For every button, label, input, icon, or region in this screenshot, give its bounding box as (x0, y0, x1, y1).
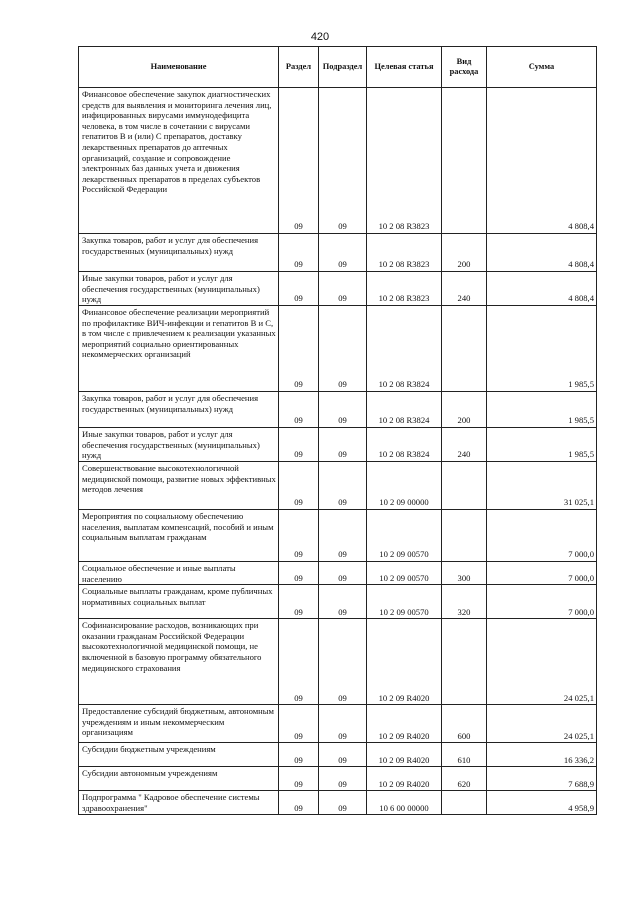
row-sum: 7 000,0 (487, 562, 597, 585)
table-row (79, 88, 597, 234)
row-name: Предоставление субсидий бюджетным, автономным учреждениям и иным некоммерческим организациям (79, 705, 279, 743)
row-subsection: 09 (319, 791, 367, 815)
row-section: 09 (279, 462, 319, 510)
row-target: 10 6 00 00000 (367, 791, 442, 815)
row-sum: 16 336,2 (487, 743, 597, 767)
row-name: Иные закупки товаров, работ и услуг для обеспечения государственных (муниципальных) нужд (79, 272, 279, 306)
page-number: 420 (310, 31, 330, 43)
row-name: Социальные выплаты гражданам, кроме публичных нормативных социальных выплат (79, 585, 279, 619)
row-sum: 4 958,9 (487, 791, 597, 815)
row-type: 620 (442, 767, 487, 791)
row-section: 09 (279, 428, 319, 462)
row-target: 10 2 09 R4020 (367, 743, 442, 767)
row-name: Субсидии автономным учреждениям (79, 767, 279, 791)
row-target: 10 2 08 R3823 (367, 272, 442, 306)
row-sum: 31 025,1 (487, 462, 597, 510)
header-sum: Сумма (487, 47, 597, 88)
row-target: 10 2 09 R4020 (367, 705, 442, 743)
row-name: Закупка товаров, работ и услуг для обеспечения государственных (муниципальных) нужд (79, 234, 279, 272)
row-sum: 24 025,1 (487, 619, 597, 705)
row-subsection: 09 (319, 705, 367, 743)
row-subsection: 09 (319, 510, 367, 562)
table-row (79, 462, 597, 510)
table-row (79, 585, 597, 619)
row-subsection: 09 (319, 619, 367, 705)
row-target: 10 2 09 R4020 (367, 767, 442, 791)
row-section: 09 (279, 705, 319, 743)
row-section: 09 (279, 306, 319, 392)
row-subsection: 09 (319, 585, 367, 619)
row-type: 610 (442, 743, 487, 767)
row-sum: 7 000,0 (487, 510, 597, 562)
row-name: Подпрограмма " Кадровое обеспечение системы здравоохранения" (79, 791, 279, 815)
row-type: 300 (442, 562, 487, 585)
row-name: Социальное обеспечение и иные выплаты населению (79, 562, 279, 585)
row-section: 09 (279, 743, 319, 767)
row-subsection: 09 (319, 392, 367, 428)
row-sum: 24 025,1 (487, 705, 597, 743)
row-subsection: 09 (319, 767, 367, 791)
row-sum: 7 000,0 (487, 585, 597, 619)
row-section: 09 (279, 562, 319, 585)
row-type: 600 (442, 705, 487, 743)
row-name: Иные закупки товаров, работ и услуг для обеспечения государственных (муниципальных) нужд (79, 428, 279, 462)
row-type (442, 510, 487, 562)
row-subsection: 09 (319, 743, 367, 767)
row-name: Мероприятия по социальному обеспечению населения, выплатам компенсаций, пособий и иным социальным выплатам гражданам (79, 510, 279, 562)
row-sum: 1 985,5 (487, 306, 597, 392)
row-target: 10 2 08 R3823 (367, 88, 442, 234)
budget-table (78, 46, 597, 815)
row-target: 10 2 09 00000 (367, 462, 442, 510)
row-target: 10 2 09 00570 (367, 585, 442, 619)
row-subsection: 09 (319, 88, 367, 234)
header-name: Наименование (79, 47, 279, 88)
table-row (79, 619, 597, 705)
table-row (79, 791, 597, 815)
row-section: 09 (279, 585, 319, 619)
row-type (442, 88, 487, 234)
row-type (442, 306, 487, 392)
row-sum: 4 808,4 (487, 272, 597, 306)
row-sum: 4 808,4 (487, 88, 597, 234)
row-type: 240 (442, 428, 487, 462)
row-subsection: 09 (319, 562, 367, 585)
table-row (79, 306, 597, 392)
row-sum: 1 985,5 (487, 392, 597, 428)
table-row (79, 705, 597, 743)
table-row (79, 743, 597, 767)
row-target: 10 2 08 R3824 (367, 306, 442, 392)
row-target: 10 2 09 R4020 (367, 619, 442, 705)
row-sum: 1 985,5 (487, 428, 597, 462)
table-body (79, 88, 597, 815)
row-section: 09 (279, 234, 319, 272)
row-section: 09 (279, 619, 319, 705)
row-target: 10 2 09 00570 (367, 562, 442, 585)
row-sum: 7 688,9 (487, 767, 597, 791)
row-name: Финансовое обеспечение реализации мероприятий по профилактике ВИЧ-инфекции и гепатитов В и С, в том числе с привлечением к реализации указанных мероприятий социально ориентированных некоммерческих организаций (79, 306, 279, 392)
row-target: 10 2 08 R3824 (367, 428, 442, 462)
row-section: 09 (279, 791, 319, 815)
table-row (79, 767, 597, 791)
row-type: 200 (442, 392, 487, 428)
row-type (442, 791, 487, 815)
row-type (442, 462, 487, 510)
row-name: Финансовое обеспечение закупок диагностических средств для выявления и мониторинга лечения лиц, инфицированных вирусами иммунодефицита человека, в том числе в сочетании с вирусами гепатитов В и (или) С препаратов, доставку лекарственных препаратов до аптечных организаций, создание и сопровождение электронных баз данных учета и движения лекарственных препаратов в пределах субъектов Российской Федерации (79, 88, 279, 234)
header-section: Раздел (279, 47, 319, 88)
table-header-row (79, 47, 597, 88)
row-target: 10 2 09 00570 (367, 510, 442, 562)
header-target: Целевая статья (367, 47, 442, 88)
row-target: 10 2 08 R3824 (367, 392, 442, 428)
header-type: Вид расхода (442, 47, 487, 88)
row-type: 320 (442, 585, 487, 619)
row-section: 09 (279, 392, 319, 428)
table-row (79, 392, 597, 428)
row-sum: 4 808,4 (487, 234, 597, 272)
row-section: 09 (279, 510, 319, 562)
row-section: 09 (279, 88, 319, 234)
row-subsection: 09 (319, 306, 367, 392)
header-subsection: Подраздел (319, 47, 367, 88)
row-section: 09 (279, 272, 319, 306)
row-section: 09 (279, 767, 319, 791)
row-type: 200 (442, 234, 487, 272)
row-subsection: 09 (319, 462, 367, 510)
row-subsection: 09 (319, 428, 367, 462)
row-target: 10 2 08 R3823 (367, 234, 442, 272)
table-row (79, 234, 597, 272)
row-subsection: 09 (319, 234, 367, 272)
table-row (79, 272, 597, 306)
row-type (442, 619, 487, 705)
table-row (79, 562, 597, 585)
row-name: Совершенствование высокотехнологичной медицинской помощи, развитие новых эффективных методов лечения (79, 462, 279, 510)
row-name: Софинансирование расходов, возникающих при оказании гражданам Российской Федерации высокотехнологичной медицинской помощи, не включенной в базовую программу обязательного медицинского страхования (79, 619, 279, 705)
row-name: Субсидии бюджетным учреждениям (79, 743, 279, 767)
table-row (79, 428, 597, 462)
table-row (79, 510, 597, 562)
row-subsection: 09 (319, 272, 367, 306)
row-type: 240 (442, 272, 487, 306)
row-name: Закупка товаров, работ и услуг для обеспечения государственных (муниципальных) нужд (79, 392, 279, 428)
